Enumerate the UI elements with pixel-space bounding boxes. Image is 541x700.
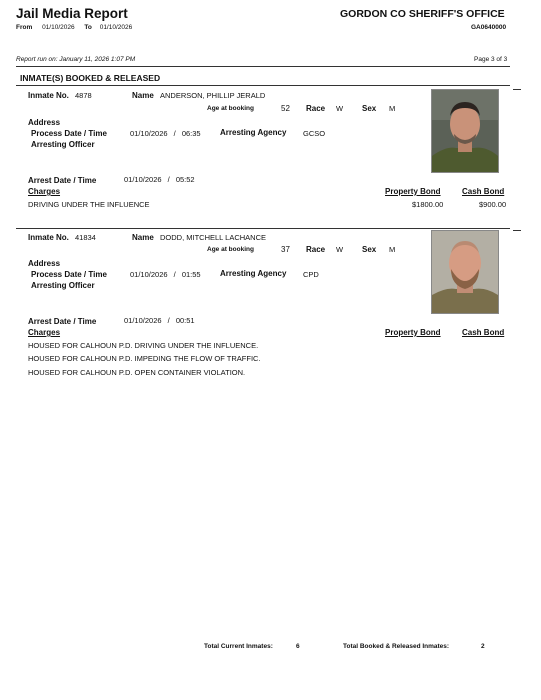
process-date-value: 01/10/2026 bbox=[130, 270, 168, 279]
charge-line: DRIVING UNDER THE INFLUENCE bbox=[28, 200, 150, 209]
age-label: Age at booking bbox=[207, 105, 254, 112]
sex-value: M bbox=[389, 245, 396, 254]
arrest-time-value: 00:51 bbox=[175, 316, 195, 325]
date-range bbox=[16, 24, 132, 31]
slash: / bbox=[167, 175, 170, 184]
divider bbox=[16, 85, 510, 86]
charge-line: HOUSED FOR CALHOUN P.D. DRIVING UNDER THE INFLUENCE. bbox=[28, 341, 259, 350]
process-date-value: 01/10/2026 bbox=[130, 129, 168, 138]
page-number: Page 3 of 3 bbox=[474, 56, 508, 63]
process-date bbox=[130, 129, 201, 138]
sex-label: Sex bbox=[362, 104, 377, 113]
inmate-no-label: Inmate No. bbox=[28, 91, 69, 100]
cash-bond-value: $900.00 bbox=[479, 200, 507, 209]
arrest-label: Arrest Date / Time bbox=[28, 317, 97, 326]
agency-label: Arresting Agency bbox=[220, 269, 287, 278]
arrest-time-value: 05:52 bbox=[175, 175, 195, 184]
section-title: INMATE(S) BOOKED & RELEASED bbox=[20, 73, 161, 83]
charges-label: Charges bbox=[28, 187, 61, 196]
process-time-value: 06:35 bbox=[181, 129, 201, 138]
divider bbox=[513, 230, 521, 231]
process-time-value: 01:55 bbox=[181, 270, 201, 279]
to-date: 01/10/2026 bbox=[99, 24, 133, 31]
charge-line: HOUSED FOR CALHOUN P.D. IMPEDING THE FLOW OF TRAFFIC. bbox=[28, 354, 261, 363]
process-label: Process Date / Time bbox=[31, 270, 107, 279]
name-label: Name bbox=[132, 233, 154, 242]
cash-bond-label: Cash Bond bbox=[462, 328, 505, 337]
from-label: From bbox=[16, 24, 33, 31]
divider bbox=[16, 66, 510, 67]
divider bbox=[513, 89, 521, 90]
property-bond-value: $1800.00 bbox=[412, 200, 444, 209]
agency-value: GCSO bbox=[303, 129, 326, 138]
inmate-no: 41834 bbox=[75, 233, 96, 242]
inmate-no: 4878 bbox=[75, 91, 92, 100]
inmate-name: DODD, MITCHELL LACHANCE bbox=[160, 233, 266, 242]
arrest-date-value: 01/10/2026 bbox=[124, 175, 162, 184]
slash: / bbox=[167, 316, 170, 325]
race-value: W bbox=[336, 104, 344, 113]
run-on: Report run on: January 11, 2026 1:07 PM bbox=[16, 56, 136, 63]
sex-label: Sex bbox=[362, 245, 377, 254]
officer-label: Arresting Officer bbox=[31, 281, 95, 290]
from-date: 01/10/2026 bbox=[42, 24, 75, 31]
total-booked-label: Total Booked & Released Inmates: bbox=[343, 643, 450, 650]
slash: / bbox=[173, 129, 176, 138]
mugshot-image bbox=[432, 231, 498, 313]
mugshot-photo bbox=[431, 89, 499, 173]
mugshot-photo bbox=[431, 230, 499, 314]
charge-line: HOUSED FOR CALHOUN P.D. OPEN CONTAINER VIOLATION. bbox=[28, 368, 246, 377]
arrest-date bbox=[124, 316, 195, 325]
arrest-label: Arrest Date / Time bbox=[28, 176, 97, 185]
office-name: GORDON CO SHERIFF'S OFFICE bbox=[340, 8, 505, 20]
total-current-value: 6 bbox=[296, 643, 300, 650]
name-label: Name bbox=[132, 91, 154, 100]
cash-bond-label: Cash Bond bbox=[462, 187, 505, 196]
officer-label: Arresting Officer bbox=[31, 140, 95, 149]
charges-label: Charges bbox=[28, 328, 61, 337]
age-label: Age at booking bbox=[207, 246, 254, 253]
arrest-date bbox=[124, 175, 195, 184]
address-label: Address bbox=[28, 118, 61, 127]
mugshot-image bbox=[432, 90, 498, 172]
property-bond-label: Property Bond bbox=[385, 328, 441, 337]
age-value: 52 bbox=[281, 104, 290, 113]
agency-label: Arresting Agency bbox=[220, 128, 287, 137]
divider bbox=[16, 228, 510, 229]
arrest-date-value: 01/10/2026 bbox=[124, 316, 162, 325]
property-bond-label: Property Bond bbox=[385, 187, 441, 196]
race-value: W bbox=[336, 245, 344, 254]
report-title: Jail Media Report bbox=[16, 6, 128, 21]
address-label: Address bbox=[28, 259, 61, 268]
inmate-no-label: Inmate No. bbox=[28, 233, 69, 242]
agency-code: GA0640000 bbox=[471, 24, 507, 31]
to-label: To bbox=[84, 24, 92, 31]
process-date bbox=[130, 270, 201, 279]
race-label: Race bbox=[306, 245, 326, 254]
total-booked-value: 2 bbox=[481, 643, 485, 650]
race-label: Race bbox=[306, 104, 326, 113]
sex-value: M bbox=[389, 104, 396, 113]
inmate-name: ANDERSON, PHILLIP JERALD bbox=[160, 91, 266, 100]
slash: / bbox=[173, 270, 176, 279]
agency-value: CPD bbox=[303, 270, 319, 279]
age-value: 37 bbox=[281, 245, 290, 254]
process-label: Process Date / Time bbox=[31, 129, 107, 138]
total-current-label: Total Current Inmates: bbox=[204, 643, 273, 650]
